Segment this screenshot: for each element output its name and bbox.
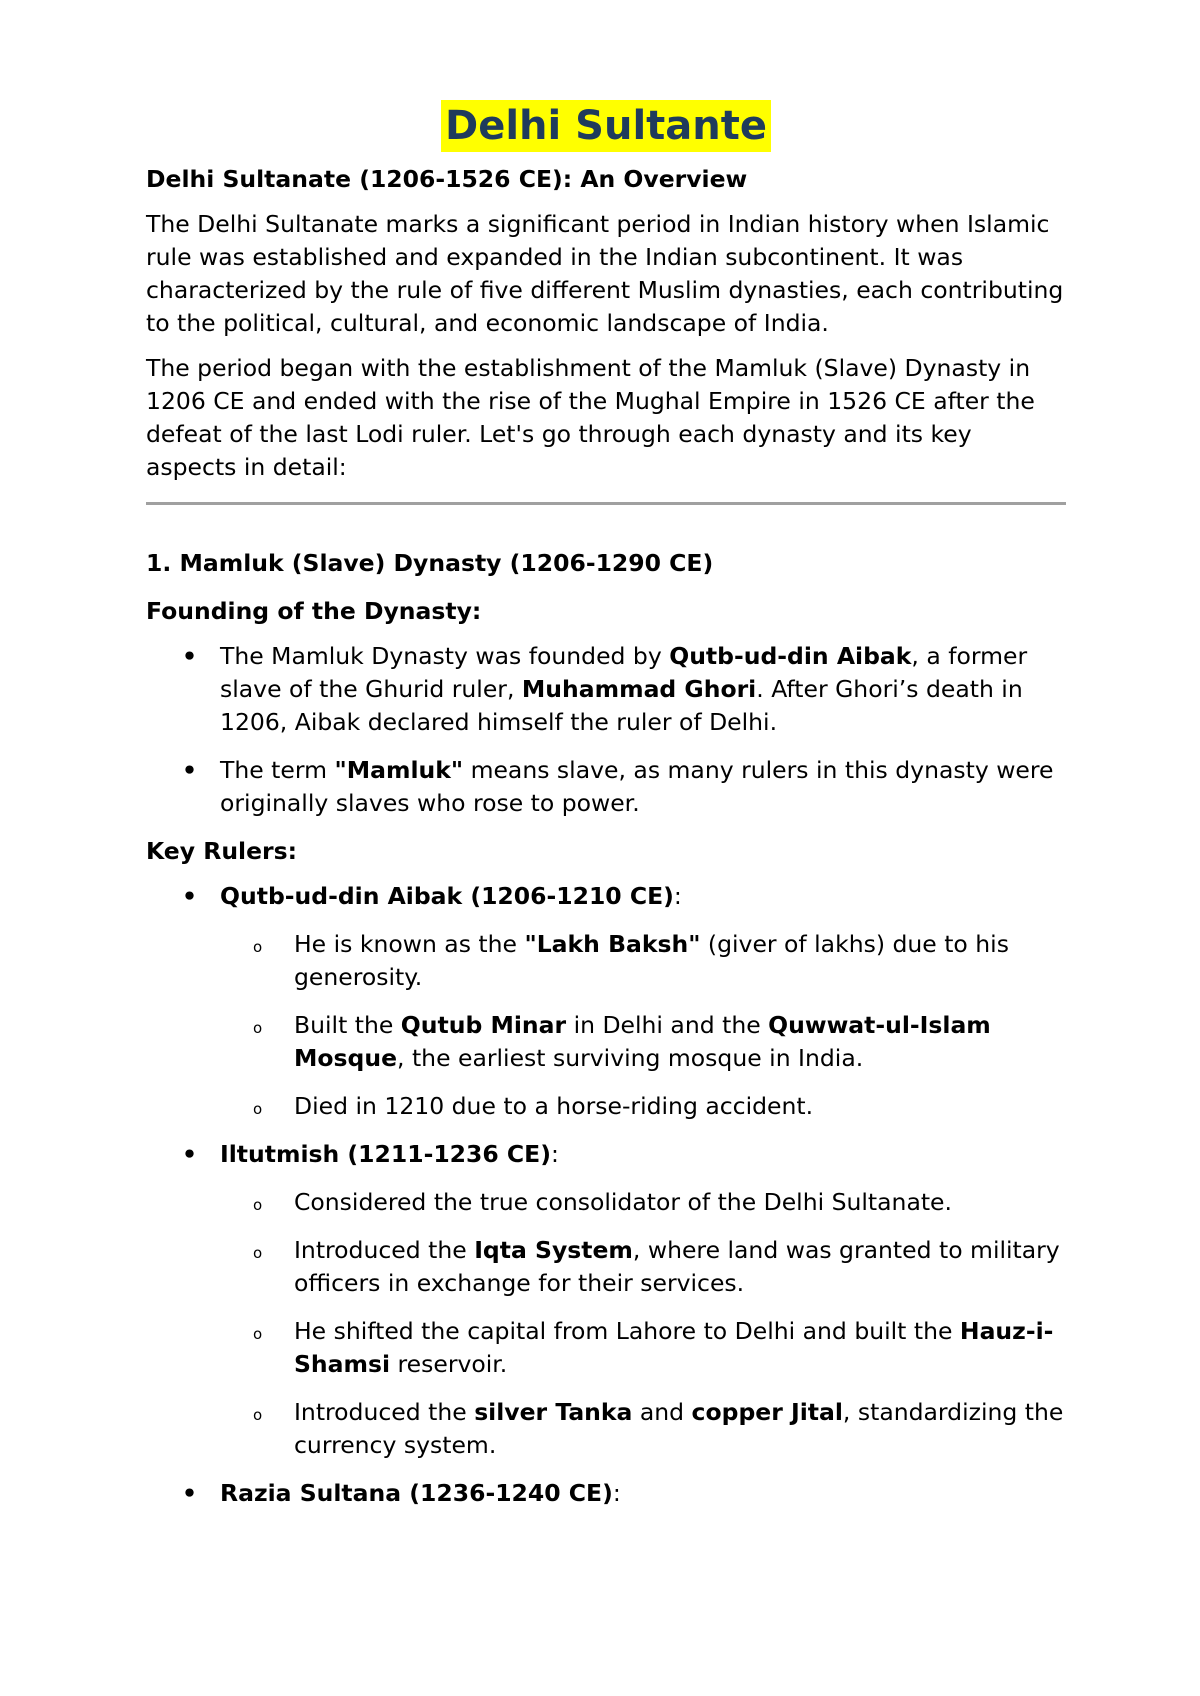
key-rulers-heading: Key Rulers: (146, 837, 298, 865)
text-run: : (550, 1140, 559, 1168)
bullet-icon: • (182, 642, 198, 670)
intro-paragraph-1: The Delhi Sultanate marks a significant period in Indian history when Islamic rule was established and expanded in the Indian subcontinent. It was characterized by the rule of five different Muslim dynasties, each contributing to the political, cultural, and economic landscape of India. (146, 210, 1064, 337)
horizontal-divider (146, 502, 1066, 505)
circle-bullet-icon: o (253, 938, 263, 956)
bold-text: Hauz-i-Shamsi (294, 1317, 1054, 1378)
list-item (220, 1396, 1066, 1462)
title-wrap (146, 100, 1066, 157)
sub-list (220, 1186, 1066, 1462)
ruler-item-razia (146, 1477, 1066, 1510)
text-run: Built the (294, 1011, 401, 1039)
bold-text: "Mamluk" (334, 756, 464, 784)
circle-bullet-icon: o (253, 1244, 263, 1262)
text-run: in Delhi and the (566, 1011, 769, 1039)
section-heading-mamluk: 1. Mamluk (Slave) Dynasty (1206-1290 CE) (146, 549, 714, 577)
list-item (220, 1315, 1066, 1381)
text-run: . After Ghori’s death in 1206, Aibak declared himself the ruler of Delhi. (220, 675, 1023, 736)
bullet-icon: • (182, 882, 198, 910)
bold-text: Muhammad Ghori (521, 675, 757, 703)
text-run: , standardizing the currency system. (294, 1398, 1064, 1459)
text-run: Considered the true consolidator of the Delhi Sultanate. (294, 1188, 952, 1216)
list-item (220, 1009, 1066, 1075)
circle-bullet-icon: o (253, 1100, 263, 1118)
ruler-item-iltutmish (146, 1138, 1066, 1462)
bold-text: copper Jital (691, 1398, 843, 1426)
list-item (146, 754, 1066, 820)
text-run: Introduced the (294, 1398, 475, 1426)
text-run: and (632, 1398, 692, 1426)
bold-text: silver Tanka (474, 1398, 633, 1426)
circle-bullet-icon: o (253, 1325, 263, 1343)
list-item (146, 640, 1066, 739)
text-run: : (612, 1479, 621, 1507)
ruler-name: Razia Sultana (1236-1240 CE) (220, 1479, 613, 1507)
bold-text: "Lakh Baksh" (524, 930, 701, 958)
bold-text: Qutub Minar (400, 1011, 567, 1039)
document-title: Delhi Sultante (441, 100, 771, 152)
circle-bullet-icon: o (253, 1196, 263, 1214)
intro-paragraph-2: The period began with the establishment of the Mamluk (Slave) Dynasty in 1206 CE and ended with the rise of the Mughal Empire in 1526 CE after the defeat of the last Lodi ruler. Let's go through each dynasty and its key aspects in detail: (146, 354, 1035, 481)
ruler-name: Iltutmish (1211-1236 CE) (220, 1140, 551, 1168)
bold-text: Quwwat-ul-Islam Mosque (294, 1011, 991, 1072)
text-run: He shifted the capital from Lahore to Delhi and built the (294, 1317, 960, 1345)
text-run: He is known as the (294, 930, 525, 958)
circle-bullet-icon: o (253, 1019, 263, 1037)
document-page (146, 100, 1066, 1525)
text-run: , where land was granted to military officers in exchange for their services. (294, 1236, 1060, 1297)
bullet-icon: • (182, 756, 198, 784)
founding-heading: Founding of the Dynasty: (146, 597, 482, 625)
overview-heading: Delhi Sultanate (1206-1526 CE): An Overview (146, 165, 748, 193)
circle-bullet-icon: o (253, 1406, 263, 1424)
rulers-list (146, 880, 1066, 1510)
sub-list (220, 928, 1066, 1123)
text-run: The term (220, 756, 335, 784)
text-run: : (673, 882, 682, 910)
bullet-icon: • (182, 1479, 198, 1507)
text-run: The Mamluk Dynasty was founded by (220, 642, 670, 670)
list-item (220, 1186, 1066, 1219)
text-run: Introduced the (294, 1236, 475, 1264)
list-item (220, 928, 1066, 994)
bold-text: Iqta System (474, 1236, 633, 1264)
ruler-name: Qutb-ud-din Aibak (1206-1210 CE) (220, 882, 674, 910)
text-run: , a former slave of the Ghurid ruler, (220, 642, 1028, 703)
text-run: , the earliest surviving mosque in India. (397, 1044, 864, 1072)
bullet-icon: • (182, 1140, 198, 1168)
ruler-item-aibak (146, 880, 1066, 1123)
text-run: (giver of lakhs) due to his generosity. (294, 930, 1009, 991)
founding-list (146, 640, 1066, 820)
text-run: reservoir. (390, 1350, 508, 1378)
bold-text: Qutb-ud-din Aibak (669, 642, 912, 670)
text-run: Died in 1210 due to a horse-riding accident. (294, 1092, 814, 1120)
list-item (220, 1234, 1066, 1300)
list-item (220, 1090, 1066, 1123)
text-run: means slave, as many rulers in this dynasty were originally slaves who rose to power. (220, 756, 1054, 817)
